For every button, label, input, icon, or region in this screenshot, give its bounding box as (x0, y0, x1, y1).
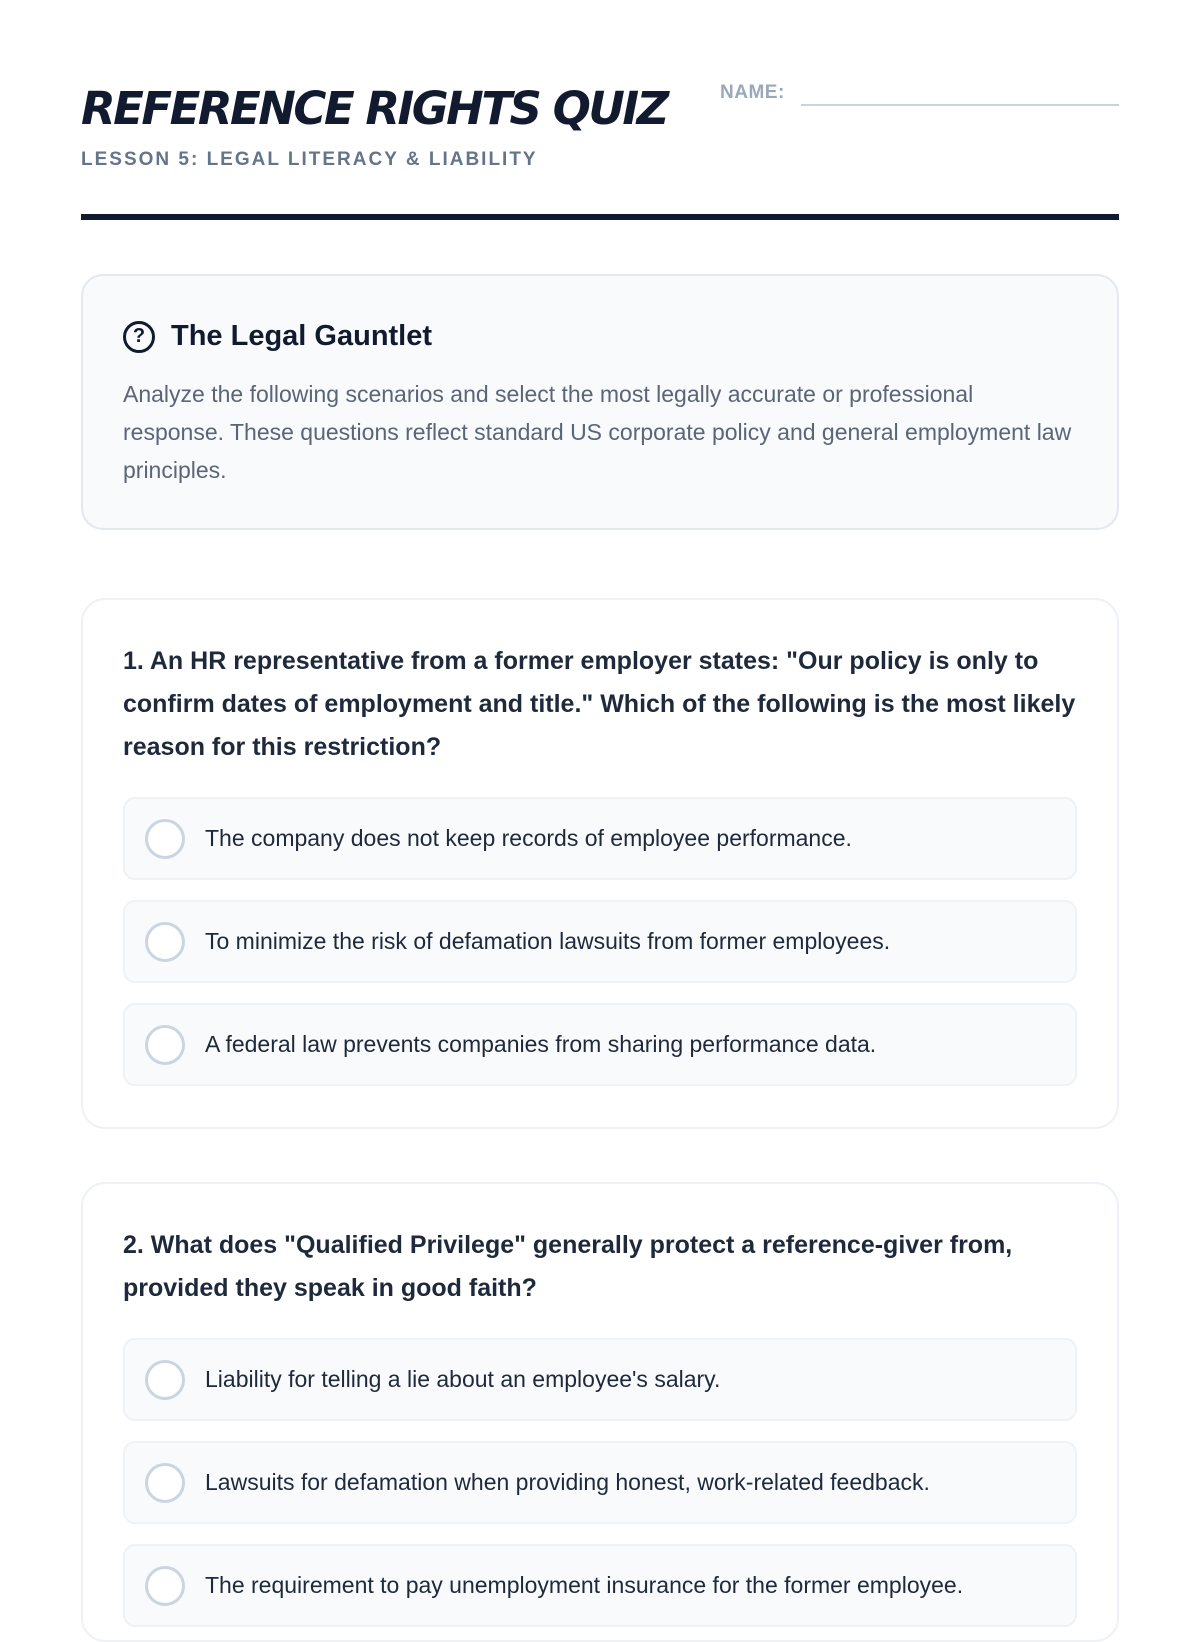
question-card-2 (81, 1182, 1119, 1642)
header-divider (81, 214, 1119, 220)
quiz-header (81, 0, 1119, 220)
option-label: Lawsuits for defamation when providing honest, work-related feedback. (205, 1469, 930, 1495)
answer-options (123, 1338, 1077, 1627)
answer-option[interactable] (123, 1544, 1077, 1627)
instructions-card (81, 274, 1119, 530)
answer-option[interactable] (123, 1338, 1077, 1421)
question-card-1 (81, 598, 1119, 1129)
option-label: The requirement to pay unemployment insurance for the former employee. (205, 1572, 964, 1598)
radio-button[interactable] (145, 1025, 185, 1065)
question-circle-icon: ? (123, 321, 155, 353)
answer-option[interactable] (123, 1441, 1077, 1524)
option-label: Liability for telling a lie about an employee's salary. (205, 1366, 721, 1392)
option-label: A federal law prevents companies from sharing performance data. (205, 1031, 877, 1057)
answer-option[interactable] (123, 900, 1077, 983)
option-label: The company does not keep records of employee performance. (205, 825, 852, 851)
quiz-page (0, 0, 1200, 220)
instructions-title: The Legal Gauntlet (171, 320, 433, 352)
option-label: To minimize the risk of defamation lawsuits from former employees. (205, 928, 891, 954)
page-title: REFERENCE RIGHTS QUIZ (81, 82, 667, 135)
name-field[interactable] (801, 104, 1119, 106)
answer-option[interactable] (123, 797, 1077, 880)
radio-button[interactable] (145, 922, 185, 962)
instructions-header (123, 320, 1077, 353)
radio-button[interactable] (145, 1463, 185, 1503)
radio-button[interactable] (145, 819, 185, 859)
name-label: NAME: (720, 82, 785, 103)
answer-options (123, 797, 1077, 1086)
question-text: 1. An HR representative from a former employer states: "Our policy is only to confirm dates of employment and title." Which of the following is the most likely reason for this restriction? (123, 647, 1076, 761)
question-text: 2. What does "Qualified Privilege" generally protect a reference-giver from, provided they speak in good faith? (123, 1231, 1013, 1302)
lesson-subtitle: LESSON 5: LEGAL LITERACY & LIABILITY (81, 149, 538, 170)
radio-button[interactable] (145, 1360, 185, 1400)
answer-option[interactable] (123, 1003, 1077, 1086)
instructions-text: Analyze the following scenarios and select the most legally accurate or professional response. These questions reflect standard US corporate policy and general employment law principles. (123, 381, 1072, 483)
